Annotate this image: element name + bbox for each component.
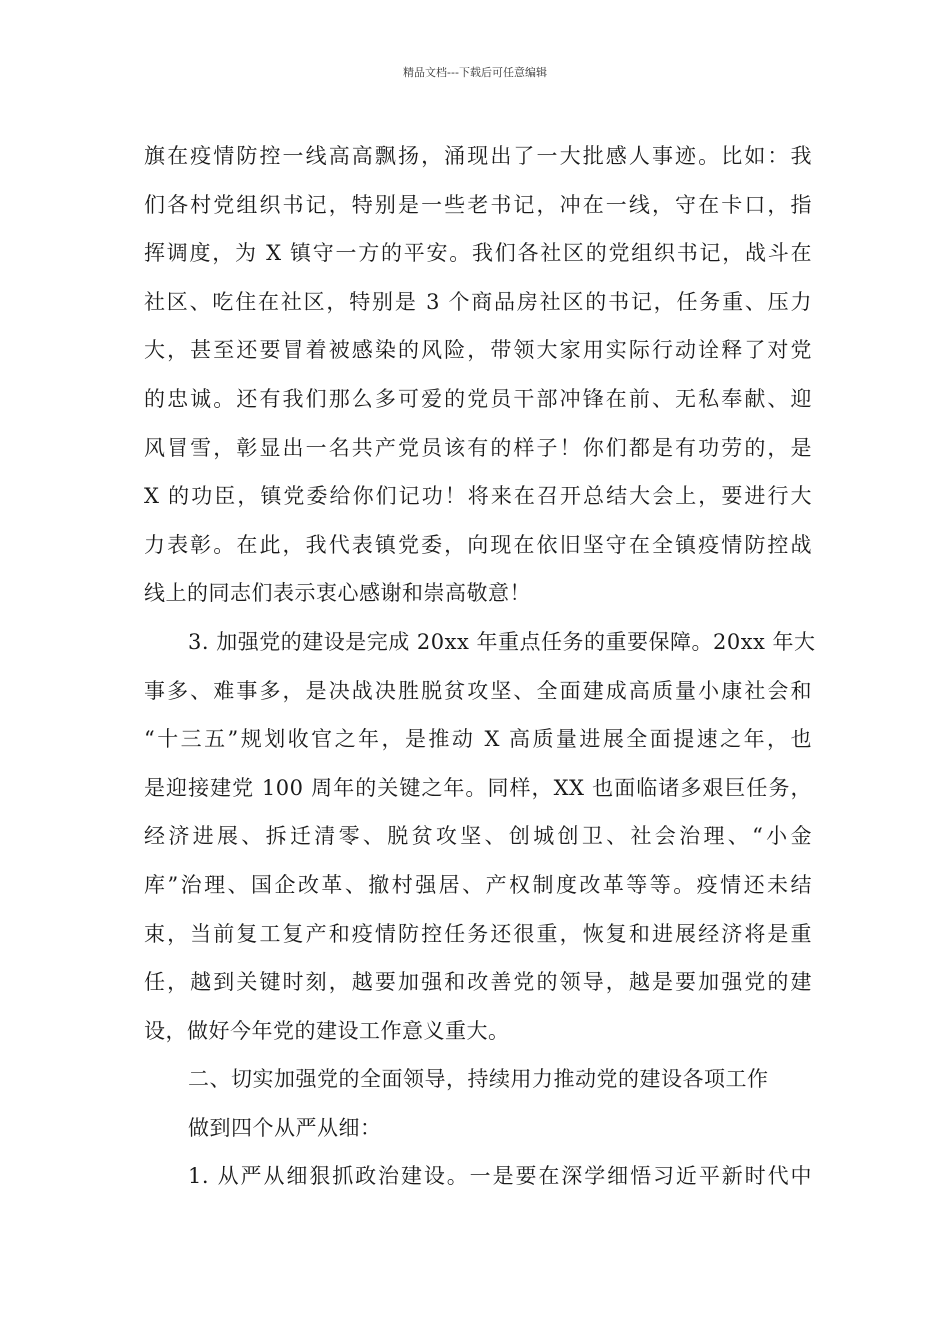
text-line: 事多、难事多，是决战决胜脱贫攻坚、全面建成高质量小康社会和 — [144, 678, 812, 703]
text-line: X 的功臣，镇党委给你们记功！将来在召开总结大会上，要进行大 — [144, 484, 812, 509]
text-line: 旗在疫情防控一线高高飘扬，涌现出了一大批感人事迹。比如：我 — [144, 144, 812, 168]
document-body — [144, 132, 816, 1201]
text-line: 社区、吃住在社区，特别是 3 个商品房社区的书记，任务重、压力 — [144, 289, 812, 314]
text-line: 设，做好今年党的建设工作意义重大。 — [144, 1018, 510, 1043]
text-line: 经济进展、拆迁清零、脱贫攻坚、创城创卫、社会治理、“小金 — [144, 824, 812, 849]
text-line: 是迎接建党 100 周年的关键之年。同样，XX 也面临诸多艰巨任务， — [144, 775, 812, 800]
text-line: 们各村党组织书记，特别是一些老书记，冲在一线，守在卡口，指 — [144, 192, 812, 217]
section-heading: 二、切实加强党的全面领导，持续用力推动党的建设各项工作 — [188, 1067, 769, 1092]
text-line: 大，甚至还要冒着被感染的风险，带领大家用实际行动诠释了对党 — [144, 338, 812, 363]
text-line: 3. 加强党的建设是完成 20xx 年重点任务的重要保障。20xx 年大 — [188, 629, 816, 654]
text-line: “十三五”规划收官之年，是推动 X 高质量进展全面提速之年，也 — [144, 727, 812, 752]
text-line: 力表彰。在此，我代表镇党委，向现在依旧坚守在全镇疫情防控战 — [144, 532, 812, 557]
text-line: 库”治理、国企改革、撤村强居、产权制度改革等等。疫情还未结 — [144, 872, 812, 897]
text-line: 的忠诚。还有我们那么多可爱的党员干部冲锋在前、无私奉献、迎 — [144, 386, 812, 411]
page-header: 精品文档---下载后可任意编辑 — [403, 66, 547, 79]
text-line: 1. 从严从细狠抓政治建设。一是要在深学细悟习近平新时代中 — [188, 1164, 812, 1189]
section-heading: 做到四个从严从细： — [188, 1115, 382, 1140]
text-line: 挥调度，为 X 镇守一方的平安。我们各社区的党组织书记，战斗在 — [144, 241, 812, 266]
text-line: 任，越到关键时刻，越要加强和改善党的领导，越是要加强党的建 — [144, 970, 812, 995]
text-line: 风冒雪，彰显出一名共产党员该有的样子！你们都是有功劳的，是 — [144, 435, 812, 460]
text-line: 线上的同志们表示衷心感谢和崇高敬意！ — [144, 581, 531, 606]
text-line: 束，当前复工复产和疫情防控任务还很重，恢复和进展经济将是重 — [144, 921, 812, 946]
